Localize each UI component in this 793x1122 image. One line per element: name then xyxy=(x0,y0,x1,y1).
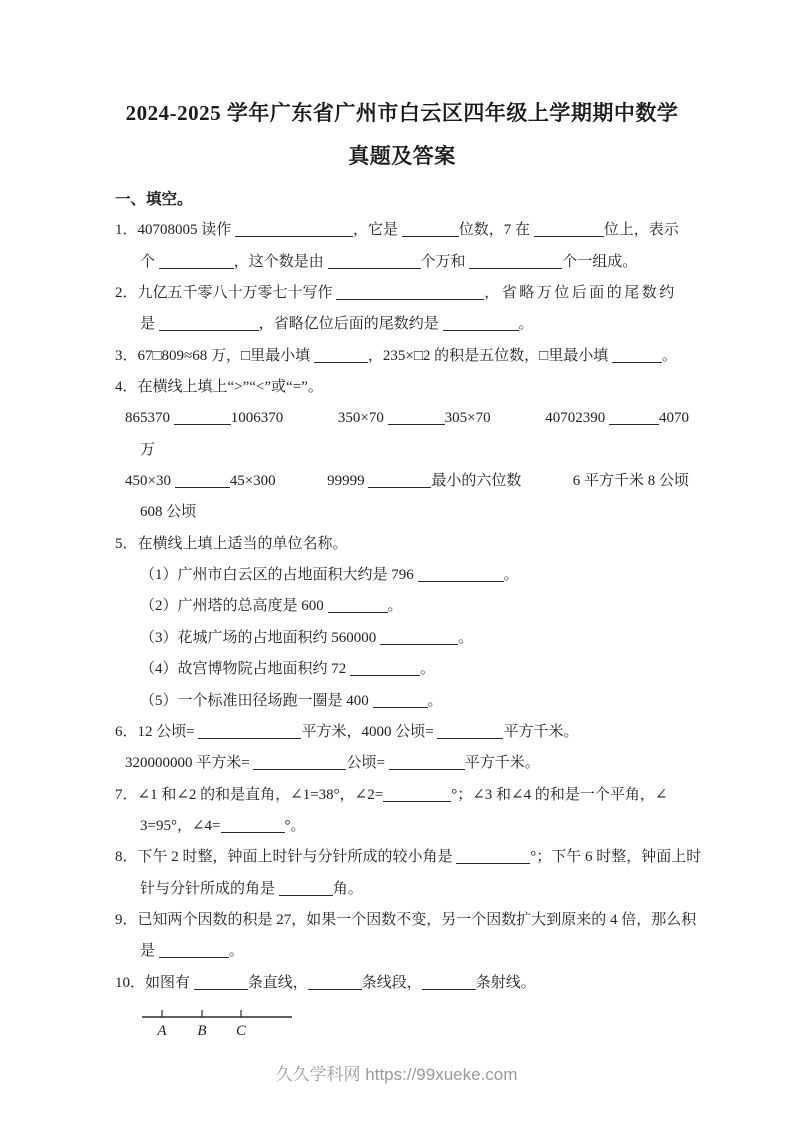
comparison-group xyxy=(327,466,521,497)
text-run: °；∠3 和∠4 的和是一个平角，∠ xyxy=(451,786,668,803)
fill-in-blank xyxy=(159,256,234,269)
fill-in-blank xyxy=(422,977,476,990)
text-run: 3=95°，∠4= xyxy=(140,817,221,834)
text-run: （2）广州塔的总高度是 600 xyxy=(140,598,328,615)
q9-line-2 xyxy=(140,936,689,967)
fill-in-blank xyxy=(402,224,459,237)
text-run: 1．40708005 读作 xyxy=(115,222,236,239)
text-run: °；下午 6 时整，钟面上时 xyxy=(530,849,702,866)
text-run: 。 xyxy=(387,598,403,615)
q8-line-1 xyxy=(115,842,702,873)
fill-in-blank xyxy=(534,224,604,237)
text-run: ，它是 xyxy=(353,222,402,239)
exam-title-line-2: 真题及答案 xyxy=(348,144,456,168)
text-run: 8．下午 2 时整，钟面上时针与分针所成的较小角是 xyxy=(115,849,457,866)
text-run: 350×70 xyxy=(337,410,388,427)
q5-item-2 xyxy=(140,591,689,622)
text-run: 。 xyxy=(503,567,519,584)
comparison-group xyxy=(573,466,689,497)
text-run: 个 xyxy=(140,253,159,270)
text-run: 3．67□809≈68 万，□里最小填 xyxy=(115,347,314,364)
text-run: 6．12 公顷= xyxy=(115,723,199,740)
fill-in-blank xyxy=(469,256,562,269)
text-run: ，省略万位后面的尾数约 xyxy=(484,285,677,302)
text-run: 角。 xyxy=(332,880,363,897)
text-run: 。 xyxy=(427,692,443,709)
text-run: 305×70 xyxy=(444,410,491,427)
text-run: 4070 xyxy=(659,410,689,427)
q2-line-1 xyxy=(115,278,689,309)
fill-in-blank xyxy=(328,256,421,269)
text-run: 。 xyxy=(458,629,474,646)
text-run: 最小的六位数 xyxy=(431,473,522,490)
text-run: 865370 xyxy=(125,410,174,427)
fill-in-blank xyxy=(456,851,530,864)
text-run: ，省略亿位后面的尾数约是 xyxy=(258,316,443,333)
text-run: 9．已知两个因数的积是 27，如果一个因数不变，另一个因数扩大到原来的 4 倍，那么积 xyxy=(115,911,697,928)
text-run: 。 xyxy=(518,316,534,333)
q4-row-1-wrap xyxy=(140,435,689,466)
text-run: 。 xyxy=(661,347,677,364)
fill-in-blank xyxy=(383,789,451,802)
fill-in-blank xyxy=(159,945,229,958)
text-run: 针与分针所成的角是 xyxy=(140,880,279,897)
q5-item-4 xyxy=(140,654,689,685)
question-lines xyxy=(115,215,702,999)
text-run: 个一组成。 xyxy=(562,253,638,270)
text-run: 是 xyxy=(140,316,159,333)
fill-in-blank xyxy=(328,600,388,613)
q1-line-2 xyxy=(140,247,689,278)
comparison-group xyxy=(545,403,689,434)
text-run: 公顷= xyxy=(346,755,389,772)
text-run: 6 平方千米 8 公顷 xyxy=(572,473,689,490)
exam-title-line-1: 2024-2025 学年广东省广州市白云区四年级上学期期中数学 xyxy=(125,101,679,125)
q7-line-2 xyxy=(140,811,689,842)
section-header-fill-in: 一、填空。 xyxy=(115,191,193,208)
q5-item-1 xyxy=(140,560,689,591)
text-run: 450×30 xyxy=(125,473,175,490)
text-run: 。 xyxy=(228,943,244,960)
q6-line-2 xyxy=(125,748,689,779)
text-run: （5）一个标准田径场跑一圈是 400 xyxy=(140,692,373,709)
fill-in-blank xyxy=(308,977,362,990)
text-run: 个万和 xyxy=(420,253,470,270)
text-run: 45×300 xyxy=(229,473,276,490)
fill-in-blank xyxy=(380,632,458,645)
fill-in-blank xyxy=(612,350,662,363)
q4-row-1 xyxy=(125,403,689,434)
text-run: 99999 xyxy=(327,473,369,490)
q4-line-1 xyxy=(115,372,689,403)
text-run: 条直线， xyxy=(247,974,308,991)
comparison-group xyxy=(125,466,276,497)
watermark-footer: 久久学科网 https://99xueke.com xyxy=(275,1065,518,1084)
line-segment-diagram xyxy=(140,1002,305,1044)
fill-in-blank xyxy=(373,695,428,708)
q5-item-3 xyxy=(140,623,689,654)
text-run: （3）花城广场的占地面积约 560000 xyxy=(140,629,381,646)
text-run: 位上，表示 xyxy=(603,222,679,239)
q3-line-1 xyxy=(115,341,689,372)
question-10-figure xyxy=(140,1002,689,1044)
q10-line-1 xyxy=(115,968,689,999)
comparison-group xyxy=(338,403,491,434)
fill-in-blank xyxy=(418,569,504,582)
text-run: 平方米，4000 公顷= xyxy=(301,723,438,740)
text-run: 2．九亿五千零八十万零七十写作 xyxy=(115,285,337,302)
fill-in-blank xyxy=(175,475,230,488)
fill-in-blank xyxy=(350,663,420,676)
q9-line-1 xyxy=(115,905,697,936)
text-run: 5．在横线上填上适当的单位名称。 xyxy=(115,535,348,552)
fill-in-blank xyxy=(174,412,231,425)
fill-in-blank xyxy=(198,726,301,739)
fill-in-blank xyxy=(221,820,285,833)
fill-in-blank xyxy=(609,412,659,425)
fill-in-blank xyxy=(194,977,248,990)
text-run: 平方千米。 xyxy=(503,723,579,740)
text-run: 608 公顷 xyxy=(140,504,197,521)
text-run: °。 xyxy=(284,817,306,834)
text-run: 10．如图有 xyxy=(115,974,194,991)
text-run: （1）广州市白云区的占地面积大约是 796 xyxy=(140,567,418,584)
text-run: 平方千米。 xyxy=(464,755,540,772)
fill-in-blank xyxy=(253,757,346,770)
fill-in-blank xyxy=(314,350,368,363)
text-run: 320000000 平方米= xyxy=(125,755,254,772)
fill-in-blank xyxy=(235,224,353,237)
q6-line-1 xyxy=(115,717,689,748)
text-run: 位数，7 在 xyxy=(458,222,534,239)
text-run: （4）故宫博物院占地面积约 72 xyxy=(140,661,351,678)
q8-line-2 xyxy=(140,874,689,905)
text-run: 40702390 xyxy=(545,410,609,427)
text-run: 万 xyxy=(140,441,156,458)
q1-line-1 xyxy=(115,215,689,246)
q5-item-5 xyxy=(140,686,689,717)
text-run: 4．在横线上填上“>”“<”或“=”。 xyxy=(115,379,323,396)
text-run: 7．∠1 和∠2 的和是直角，∠1=38°，∠2= xyxy=(115,786,384,803)
fill-in-blank xyxy=(443,318,519,331)
q5-line-1 xyxy=(115,529,689,560)
text-run: ，这个数是由 xyxy=(233,253,328,270)
fill-in-blank xyxy=(159,318,259,331)
text-run: 是 xyxy=(140,943,159,960)
comparison-group xyxy=(125,403,283,434)
point-label-a: A xyxy=(157,1022,167,1039)
q7-line-1 xyxy=(115,780,689,811)
point-label-b: B xyxy=(197,1022,207,1039)
fill-in-blank xyxy=(389,757,465,770)
q2-line-2 xyxy=(140,309,689,340)
fill-in-blank xyxy=(368,475,431,488)
q4-row-2 xyxy=(125,466,689,497)
fill-in-blank xyxy=(279,883,333,896)
point-label-c: C xyxy=(235,1022,247,1039)
text-run: 条射线。 xyxy=(475,974,536,991)
fill-in-blank xyxy=(388,412,445,425)
fill-in-blank xyxy=(437,726,503,739)
text-run: ，235×□2 的积是五位数，□里最小填 xyxy=(367,347,612,364)
text-run: 条线段， xyxy=(361,974,422,991)
q4-row-2-wrap xyxy=(140,497,689,528)
text-run: 1006370 xyxy=(230,410,284,427)
text-run: 。 xyxy=(420,661,436,678)
fill-in-blank xyxy=(336,287,484,300)
